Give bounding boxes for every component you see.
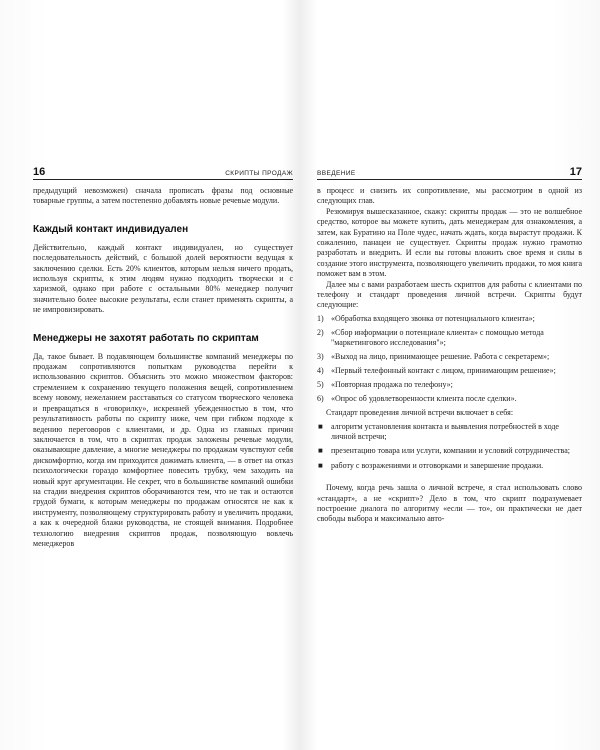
- list-item: [317, 366, 582, 376]
- right-page-number: 17: [569, 166, 582, 178]
- bullet-icon: ■: [318, 446, 323, 456]
- list-marker: 4): [317, 366, 324, 375]
- list-item-text: «Обработка входящего звонка от потенциального клиента»;: [331, 313, 535, 323]
- bullet-icon: ■: [318, 421, 323, 431]
- right-running-title: ВВЕДЕНИЕ: [317, 170, 356, 177]
- left-intro-paragraph: предыдущий невозможен) сначала прописать фразы под основные товарные группы, а затем постепенно добавлять новые речевые модули.: [33, 186, 293, 206]
- left-running-title: СКРИПТЫ ПРОДАЖ: [225, 170, 293, 177]
- list-item: [317, 352, 582, 362]
- list-item-text: работу с возражениями и отговорками и завершение продажи.: [331, 460, 544, 470]
- left-page-number: 16: [33, 166, 46, 178]
- right-running-head: [317, 165, 582, 180]
- list-item-text: презентацию товара или услуги, компании и условий сотрудничества;: [331, 446, 570, 456]
- list-item: [317, 393, 582, 404]
- list-item: [318, 421, 582, 443]
- list-item-text: алгоритм установления контакта и выявления потребностей в ходе личной встречи;: [331, 421, 559, 442]
- right-paragraph-3: Далее мы с вами разработаем шесть скриптов для работы с клиентами по телефону и стандарт проведения личной встречи. Скрипты будут следующие:: [317, 279, 582, 310]
- list-marker: 6): [317, 393, 324, 403]
- list-item: [318, 460, 582, 471]
- bullet-icon: ■: [318, 460, 323, 470]
- list-item-text: «Опрос об удовлетворенности клиента после сделки».: [331, 393, 517, 403]
- right-paragraph-2: Резюмируя вышесказанное, скажу: скрипты продаж — это не волшебное средство, которое вы можете купить, дать менеджерам для ознакомления, а затем, как Буратино на Поле чудес, начать ждать, когда вырастут продажи. К сожалению, панацеи не существует. Скрипты продаж нужно грамотно разработать и внедрить. И если вы готовы вложить свое время и силы в создание этого инструмента, позволяющего увеличить продажи, то моя книга поможет вам в этом.: [317, 206, 582, 279]
- section-heading-individual-contact: Каждый контакт индивидуален: [33, 223, 189, 235]
- section-heading-managers-refuse: Менеджеры не захотят работать по скриптам: [33, 332, 259, 344]
- list-marker: 3): [317, 352, 324, 362]
- section-individual-contact-text: Действительно, каждый контакт индивидуален, но существует последовательность действий, с большой долей вероятности ведущая к заключению сделки. Есть 20% клиентов, которым нельзя ничего продать, используя скрипты, к этим людям нужно подходить творчески и с харизмой, однако при работе с остальными 80% менеджер получит значительно более высокие результаты, если станет применять скрипты, а не импровизировать.: [33, 242, 293, 315]
- list-item-text: «Повторная продажа по телефону»;: [331, 379, 453, 389]
- standard-list: [317, 422, 582, 472]
- list-marker: 1): [317, 313, 324, 323]
- list-item: [317, 327, 582, 349]
- list-item-text: «Выход на лицо, принимающее решение. Работа с секретарем»;: [331, 352, 550, 362]
- list-item: [317, 379, 582, 390]
- right-paragraph-1: в процесс и снизить их сопротивление, мы рассмотрим в одной из следующих глав.: [317, 186, 582, 206]
- left-page: [33, 165, 293, 549]
- list-marker: 5): [317, 379, 324, 389]
- right-paragraph-4: Стандарт проведения личной встречи включает в себя:: [326, 408, 514, 418]
- section-managers-refuse-text: Да, такое бывает. В подавляющем большинстве компаний менеджеры по продажам сопротивляются попыткам руководства перейти к использованию скриптов. Объяснить это можно множеством факторов: стремлением к сохранению текущего положения вещей, сопротивлением всему новому, нежеланием расставаться со статусом творческого человека и превращаться в «говорилку», искренней убежденностью в том, что результативность работы по скрипту ниже, чем при гибком подходе к ведению переговоров с клиентами, и др. Одна из главных причин заключается в том, что в скриптах продаж заложены речевые модули, оказывающие давление, а многие менеджеры по продажам чувствуют себя дискомфортно, когда им приходится дожимать клиента, — в ответ на отказ психологически гораздо комфортнее повесить трубку, чем заходить на новый круг аргументации. Не секрет, что в большинстве компаний ошибки на стадии внедрения скриптов оборачиваются тем, что не так и остаются грудой бумаги, к которым менеджеры по продажам относятся не как к инструменту, позволяющему структурировать работу и увеличить продажи, а как к очередной блажи руководства, не стоящей внимания. Подробнее технологию внедрения скриптов продаж, позволяющую вовлечь менеджеров: [33, 351, 293, 548]
- right-paragraph-5: Почему, когда речь зашла о личной встрече, я стал использовать слово «стандарт», а не «скрипт»? Дело в том, что скрипт подразумевает построение диалога по алгоритму «если — то», он практически не дает свободы выбора и максимально авто-: [317, 483, 582, 524]
- list-item: [317, 313, 582, 324]
- list-item: [318, 446, 582, 456]
- right-page: [317, 165, 582, 525]
- list-item-text: «Сбор информации о потенциале клиента» с помощью метода "маркетингового исследования"»;: [331, 327, 544, 348]
- list-item-text: «Первый телефонный контакт с лицом, принимающим решение»;: [331, 366, 556, 375]
- list-marker: 2): [317, 327, 324, 337]
- scripts-list: [317, 314, 582, 404]
- left-running-head: [33, 165, 293, 180]
